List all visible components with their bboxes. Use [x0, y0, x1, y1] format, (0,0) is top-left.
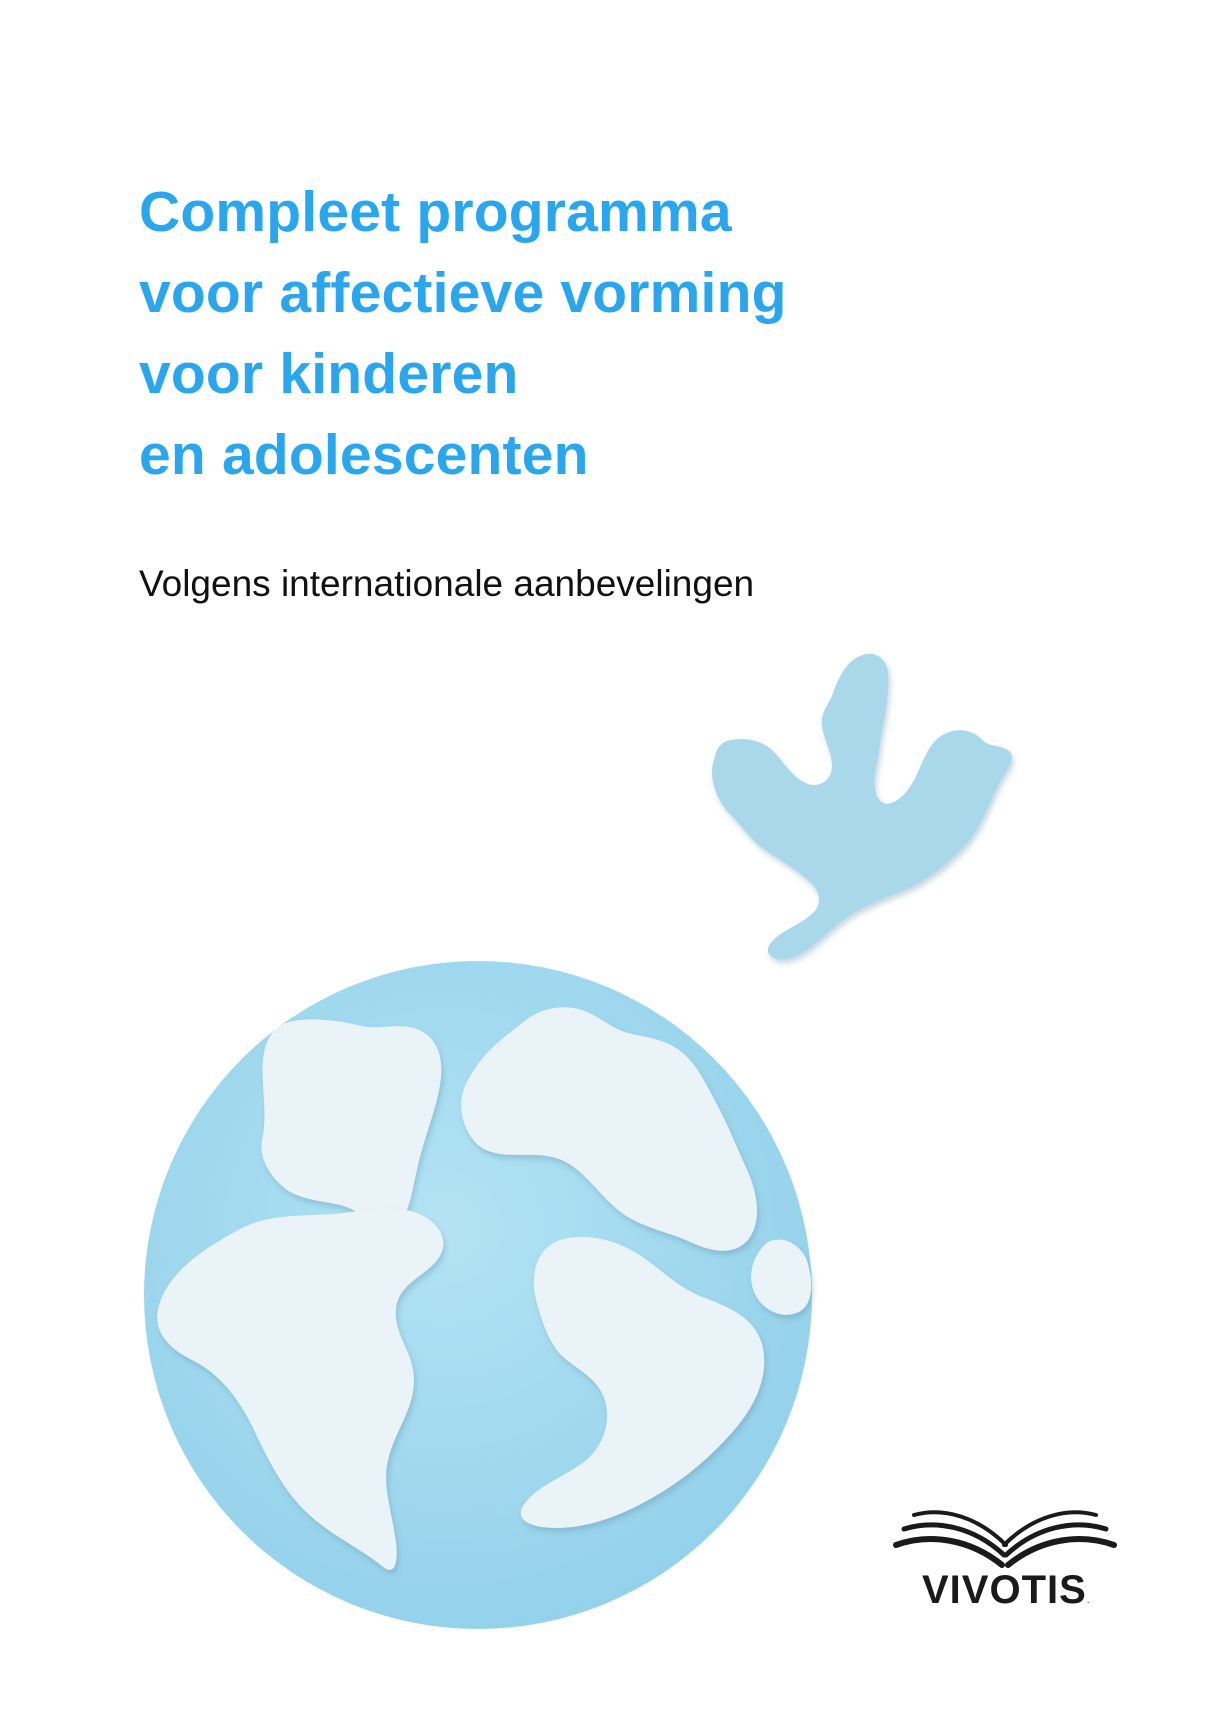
publisher-mark: .: [1086, 1595, 1091, 1605]
title-line-3: voor kinderen: [139, 342, 519, 406]
publisher-name: VIVOTIS: [922, 1568, 1087, 1612]
title-line-4: en adolescenten: [139, 423, 589, 487]
publisher-wordmark: [922, 1568, 1090, 1613]
title-line-2: voor affectieve vorming: [139, 261, 787, 325]
cover-subtitle: Volgens internationale aanbevelingen: [139, 563, 755, 604]
dove-icon: [712, 654, 1012, 960]
title-line-1: Compleet programma: [139, 180, 732, 244]
globe-icon: [144, 961, 812, 1629]
